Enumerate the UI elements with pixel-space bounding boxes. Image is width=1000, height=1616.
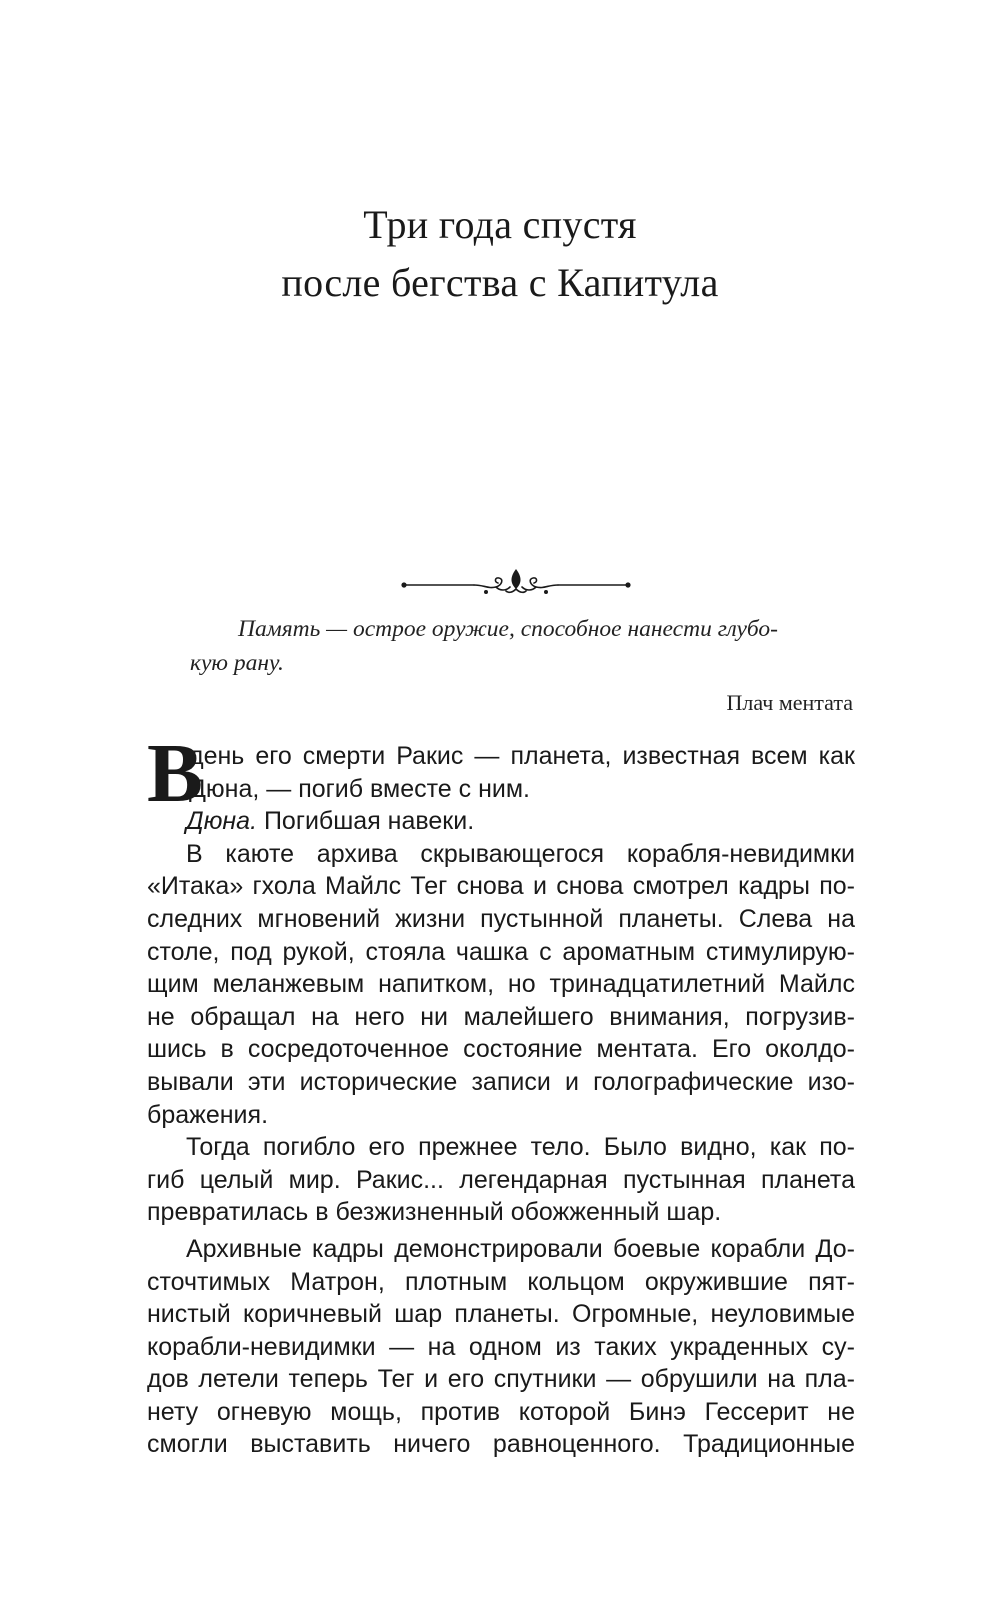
epigraph [190, 612, 853, 680]
text-line: «Итака» гхола Майлс Тег снова и снова смотрел кадры по- [147, 872, 855, 901]
text-line: превратилась в безжизненный обожженный шар. [147, 1198, 722, 1227]
text-line: следних мгновений жизни пустынной планеты. Слева на [147, 904, 855, 933]
body-text [147, 727, 855, 1461]
paragraph-2 [147, 805, 855, 838]
text-line: гиб целый мир. Ракис... легендарная пустынная планета [147, 1165, 855, 1194]
chapter-title-line-1: Три года спустя [363, 202, 637, 247]
text-line: дов летели теперь Тег и его спутники — обрушили на пла- [147, 1365, 855, 1394]
text-line: день его смерти Ракис — планета, известная всем как [189, 742, 855, 770]
epigraph-line-2: кую рану. [190, 650, 284, 676]
text-run: Погибшая навеки. [257, 807, 475, 836]
text-line: В каюте архива скрывающегося корабля-невидимки [186, 839, 855, 868]
text-line: шись в сосредоточенное состояние ментата. Его околдо- [147, 1035, 855, 1064]
text-line: Архивные кадры демонстрировали боевые корабли До- [186, 1234, 855, 1263]
text-line: щим меланжевым напитком, но тринадцатилетний Майлс [147, 970, 855, 999]
text-line: сточтимых Матрон, плотным кольцом окружившие пят- [147, 1267, 855, 1296]
text-line: не обращал на него ни малейшего внимания, погрузив- [147, 1002, 855, 1031]
epigraph-attribution: Плач ментата [726, 690, 853, 715]
chapter-title-line-2: после бегства с Капитула [281, 260, 719, 305]
text-line: Дюна, — погиб вместе с ним. [189, 774, 530, 803]
text-line: корабли-невидимки — на одном из таких украденных су- [147, 1332, 855, 1361]
fleuron-divider-icon [400, 565, 632, 601]
text-line: столе, под рукой, стояла чашка с ароматным стимулирую- [147, 937, 855, 966]
text-line: Тогда погибло его прежнее тело. Было видно, как по- [186, 1133, 855, 1162]
text-line: бражения. [147, 1100, 269, 1129]
text-line: нету огневую мощь, против которой Бинэ Гессерит не [147, 1397, 855, 1426]
italic-word: Дюна. [186, 807, 258, 836]
chapter-title [0, 196, 1000, 312]
drop-cap: В [147, 727, 204, 820]
paragraph-1 [147, 727, 855, 820]
text-line: смогли выставить ничего равноценного. Традиционные [147, 1430, 855, 1459]
epigraph-line-1: Память — острое оружие, способное нанести глубо- [238, 616, 779, 642]
text-line: нистый коричневый шар планеты. Огромные, неуловимые [147, 1300, 855, 1329]
text-line: вывали эти исторические записи и голографические изо- [147, 1067, 855, 1096]
